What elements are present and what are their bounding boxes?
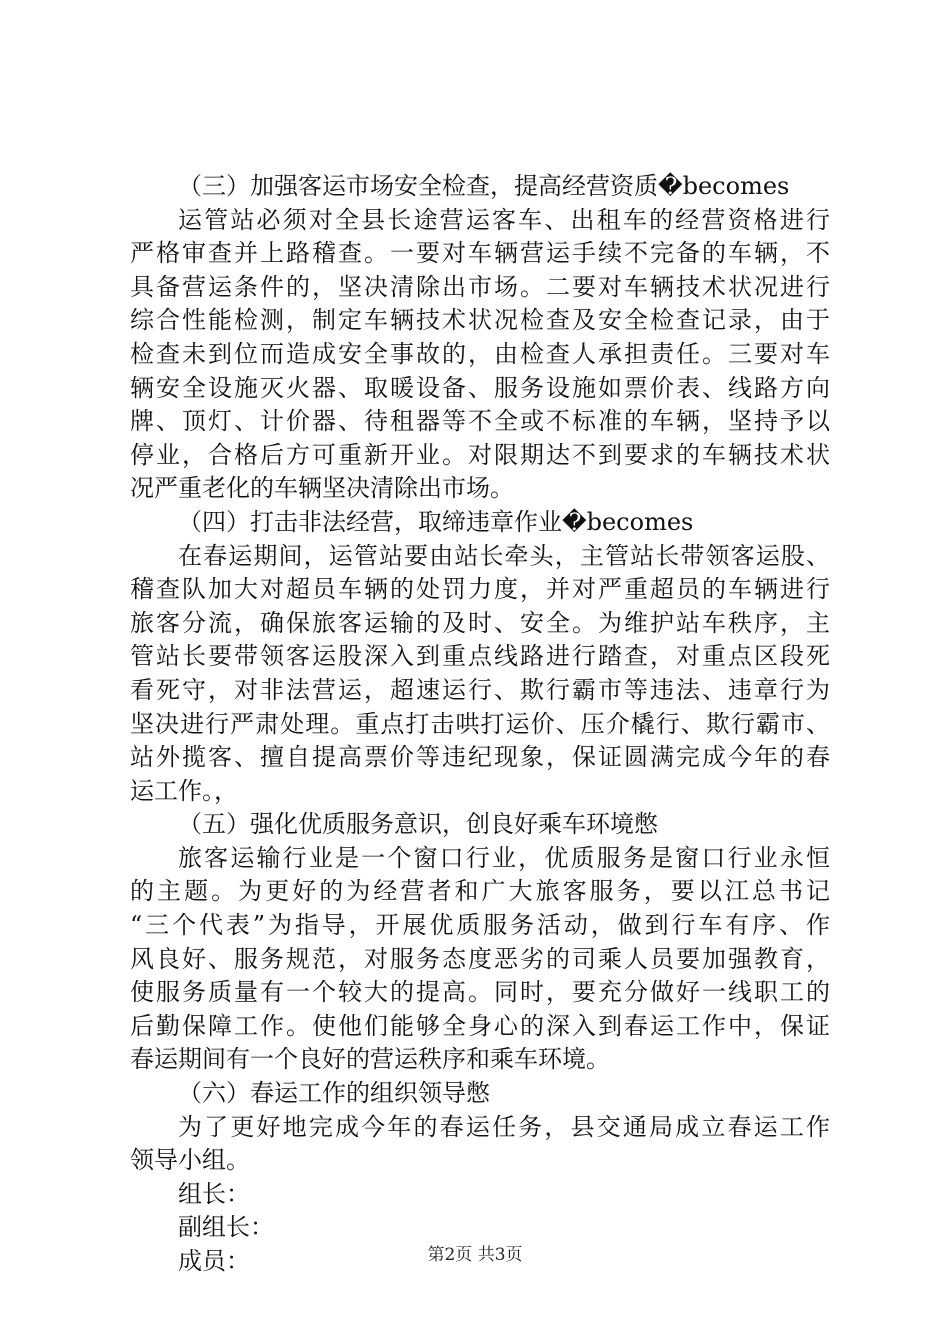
paragraph-line: 的主题。为更好的为经营者和广大旅客服务，要以江总书记 — [130, 877, 830, 906]
deputy-leader-label: 副组长： — [178, 1213, 274, 1242]
paragraph-line: 管站长要带领客运股深入到重点线路进行踏查，对重点区段死 — [130, 642, 830, 671]
members-label: 成员： — [178, 1247, 250, 1275]
section-heading: （五）强化优质服务意识，创良好乘车环境憋 — [178, 810, 658, 839]
paragraph-line: 旅客运输行业是一个窗口行业，优质服务是窗口行业永恒 — [178, 843, 830, 872]
section-heading: （四）打击非法经营，取缔违章作业�becomes — [178, 507, 694, 536]
paragraph-line: 检查未到位而造成安全事故的，由检查人承担责任。三要对车 — [130, 339, 830, 368]
paragraph-line: 运管站必须对全县长途营运客车、出租车的经营资格进行 — [178, 205, 830, 234]
section-heading: （三）加强客运市场安全检查，提高经营资质�becomes — [178, 172, 790, 200]
paragraph-line: 看死守，对非法营运，超速运行、欺行霸市等违法、违章行为 — [130, 675, 830, 704]
paragraph-line: 运工作。， — [130, 776, 238, 805]
paragraph-line: 停业，合格后方可重新开业。对限期达不到要求的车辆技术状 — [130, 440, 830, 469]
paragraph-line: 严格审查并上路稽查。一要对车辆营运手续不完备的车辆，不 — [130, 239, 830, 268]
paragraph-line: 在春运期间，运管站要由站长牵头，主管站长带领客运股、 — [178, 541, 830, 570]
paragraph-line: 春运期间有一个良好的营运秩序和乘车环境。 — [130, 1045, 610, 1074]
paragraph-line: 为了更好地完成今年的春运任务，县交通局成立春运工作 — [178, 1112, 830, 1141]
paragraph-line: 具备营运条件的，坚决清除出市场。二要对车辆技术状况进行 — [130, 272, 830, 301]
paragraph-line: 牌、顶灯、计价器、待租器等不全或不标准的车辆，坚持予以 — [130, 407, 830, 436]
paragraph-line: 站外揽客、擅自提高票价等违纪现象，保证圆满完成今年的春 — [130, 743, 830, 772]
paragraph-line: 使服务质量有一个较大的提高。同时，要充分做好一线职工的 — [130, 978, 830, 1007]
leader-label: 组长： — [178, 1179, 250, 1208]
document-body — [130, 170, 830, 1279]
paragraph-line: 旅客分流，确保旅客运输的及时、安全。为维护站车秩序，主 — [130, 608, 830, 637]
paragraph-line: 领导小组。 — [130, 1146, 250, 1175]
paragraph-line: 后勤保障工作。使他们能够全身心的深入到春运工作中，保证 — [130, 1011, 830, 1040]
paragraph-line: 稽查队加大对超员车辆的处罚力度，并对严重超员的车辆进行 — [130, 575, 830, 604]
paragraph-line: 辆安全设施灭火器、取暖设备、服务设施如票价表、线路方向 — [130, 373, 830, 402]
paragraph-line: 况严重老化的车辆坚决清除出市场。 — [130, 474, 514, 503]
paragraph-line: 坚决进行严肃处理。重点打击哄打运价、压介橇行、欺行霸市、 — [130, 709, 830, 738]
page-footer: 第2页 共3页 — [427, 1245, 523, 1265]
section-heading: （六）春运工作的组织领导憋 — [178, 1079, 490, 1108]
paragraph-line: 综合性能检测，制定车辆技术状况检查及安全检查记录，由于 — [130, 306, 830, 335]
paragraph-line: “三个代表”为指导，开展优质服务活动，做到行车有序、作 — [130, 911, 830, 940]
paragraph-line: 风良好、服务规范，对服务态度恶劣的司乘人员要加强教育， — [130, 944, 830, 973]
